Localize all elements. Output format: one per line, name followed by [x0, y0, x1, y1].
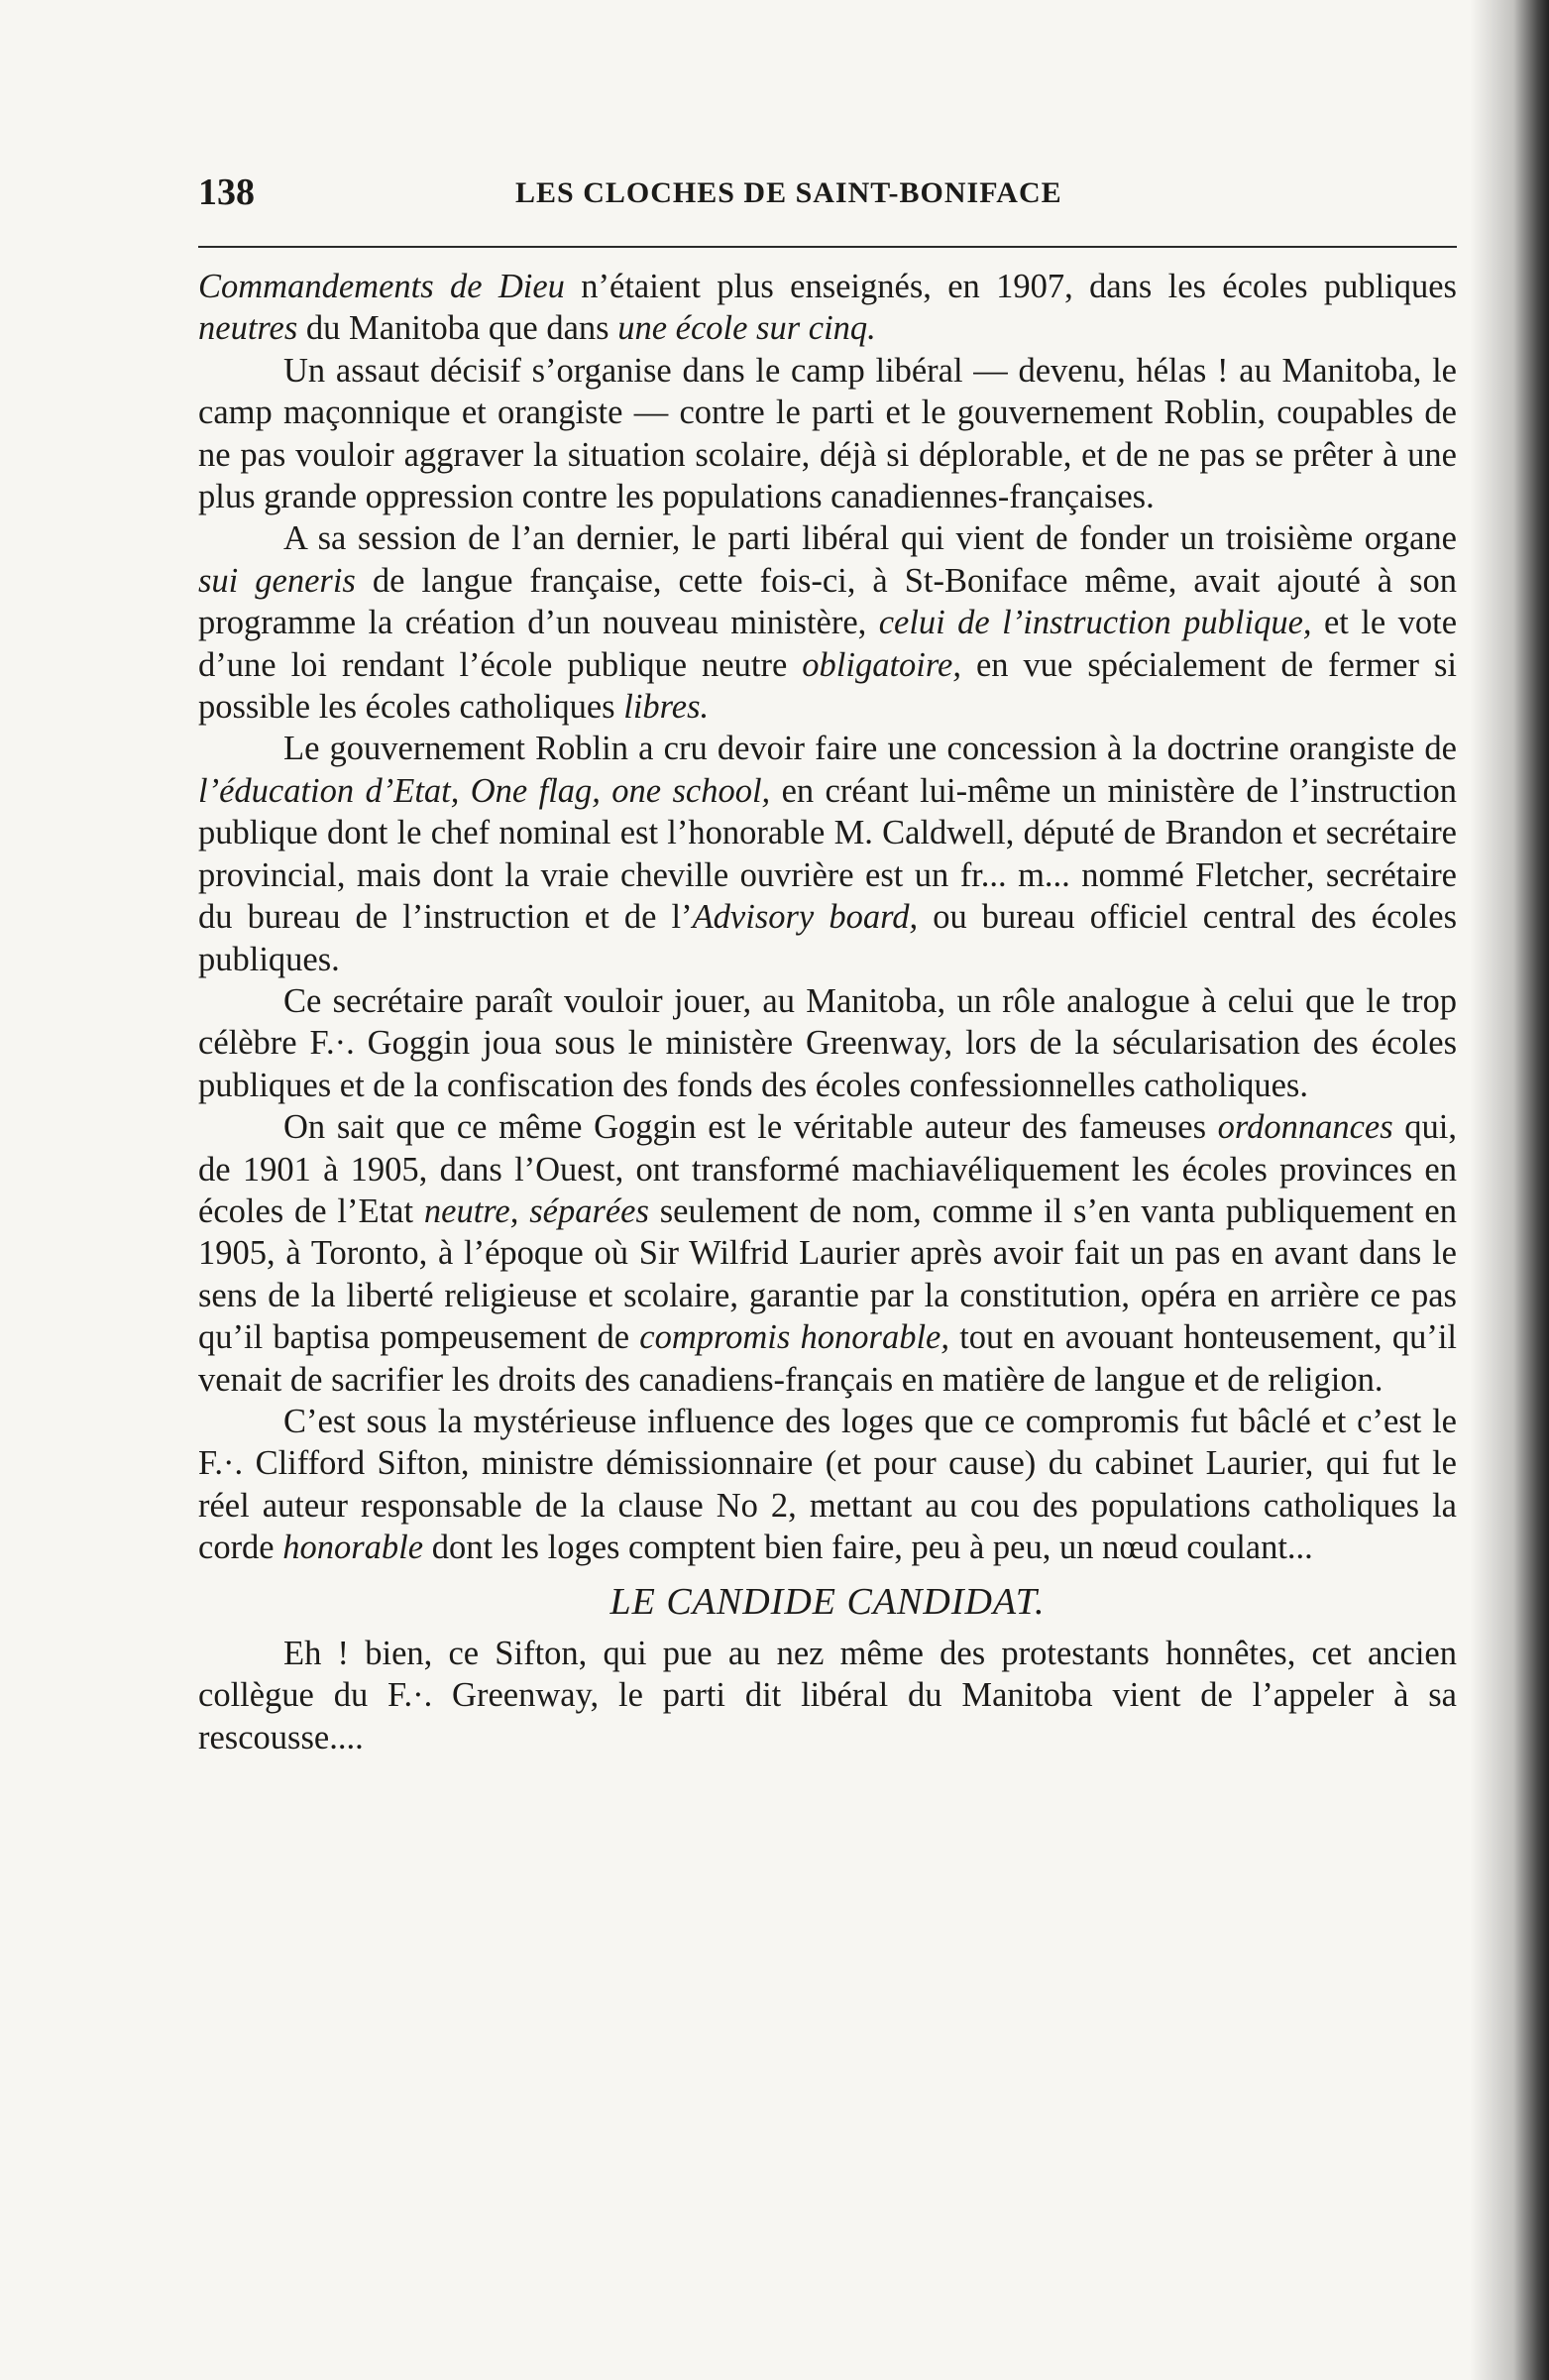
- paragraph: [198, 517, 1457, 728]
- text-run: du Manitoba que dans: [297, 309, 618, 348]
- text-run: Le gouvernement Roblin a cru devoir faire une concession à la doctrine orangiste de: [283, 730, 1457, 768]
- text-run: A sa session de l’an dernier, le parti libéral qui vient de fonder un troisième organe: [283, 519, 1457, 558]
- header-rule: [198, 246, 1457, 248]
- page-header: [198, 170, 1457, 220]
- paragraph-list: [198, 266, 1457, 1569]
- paragraph: [198, 266, 1457, 350]
- italic-text: ordonnances: [1217, 1108, 1393, 1147]
- paragraph: [198, 1106, 1457, 1401]
- italic-text: honorable: [282, 1529, 424, 1567]
- text-run: Ce secrétaire paraît vouloir jouer, au Manitoba, un rôle analogue à celui que le trop célèbre F.·. Goggin joua sous le ministère Greenway, lors de la sécularisation des écoles publiques et de la confiscation des fonds des écoles confessionnelles catholiques.: [198, 981, 1457, 1104]
- italic-text: l’éducation d’Etat, One flag, one school,: [198, 771, 771, 810]
- text-run: seulement de nom, comme il s’en vanta publiquement en 1905, à Toronto, à l’époque où Sir Wilfrid Laurier après avoir fait un pas en avant dans le sens de la liberté religieuse et scolaire, garantie par la constitution, opéra en arrière ce pas qu’il baptisa pompeusement de: [198, 1191, 1457, 1357]
- page-number: 138: [198, 171, 255, 213]
- page-edge-shadow: [1470, 0, 1549, 2380]
- text-run: n’étaient plus enseignés, en 1907, dans les écoles publiques: [564, 268, 1457, 305]
- italic-text: neutres: [198, 309, 298, 348]
- italic-text: celui de l’instruction publique,: [878, 604, 1312, 642]
- text-run: On sait que ce même Goggin est le véritable auteur des fameuses: [283, 1108, 1218, 1147]
- paragraph: [198, 728, 1457, 979]
- text-run: en vue spécialement de fermer si possible les écoles catholiques: [198, 645, 1457, 727]
- body-text: [198, 266, 1457, 1758]
- text-run: C’est sous la mystérieuse influence des loges que ce compromis fut bâclé et c’est le F.·. Clifford Sifton, ministre démissionnaire (et pour cause) du cabinet Laurier, qui fut le réel auteur responsable de la clause No 2, mettant au cou des populations catholiques la corde: [198, 1402, 1457, 1567]
- text-run: tout en avouant honteusement, qu’il venait de sacrifier les droits des canadiens-français en matière de langue et de religion.: [198, 1318, 1457, 1399]
- italic-text: neutre, séparées: [423, 1191, 649, 1230]
- section-heading: LE CANDIDE CANDIDAT.: [609, 1580, 1046, 1623]
- text-run: ou bureau officiel central des écoles publiques.: [198, 898, 1457, 978]
- closing-paragraph: Eh ! bien, ce Sifton, qui pue au nez même des protestants honnêtes, cet ancien collègue du F.·. Greenway, le parti dit libéral du Manitoba vient de l’appeler à sa rescousse....: [198, 1635, 1457, 1757]
- italic-text: Commandements de Dieu: [198, 268, 565, 305]
- text-run: de langue française, cette fois-ci, à St-Boniface même, avait ajouté à son programme la création d’un nouveau ministère,: [198, 561, 1458, 642]
- running-title: LES CLOCHES DE SAINT-BONIFACE: [515, 176, 1062, 209]
- text-run: et le vote d’une loi rendant l’école publique neutre: [198, 604, 1458, 684]
- text-run: Un assaut décisif s’organise dans le camp libéral — devenu, hélas ! au Manitoba, le camp maçonnique et orangiste — contre le parti et le gouvernement Roblin, coupables de ne pas vouloir aggraver la situation scolaire, déjà si déplorable, et de ne pas se prêter à une plus grande oppression contre les populations canadiennes-françaises.: [198, 351, 1457, 516]
- paragraph: [198, 350, 1457, 518]
- paragraph: [198, 980, 1457, 1106]
- italic-text: une école sur cinq.: [617, 309, 876, 348]
- italic-text: compromis honorable,: [639, 1318, 949, 1357]
- italic-text: sui generis: [198, 561, 356, 600]
- italic-text: obligatoire,: [802, 645, 961, 684]
- paragraph: [198, 1401, 1457, 1569]
- italic-text: libres.: [623, 688, 710, 727]
- text-run: dont les loges comptent bien faire, peu à peu, un nœud coulant...: [423, 1529, 1313, 1567]
- text-run: qui, de 1901 à 1905, dans l’Ouest, ont transformé machiavéliquement les écoles provinces en écoles de l’Etat: [198, 1108, 1457, 1230]
- text-run: en créant lui-même un ministère de l’instruction publique dont le chef nominal est l’honorable M. Caldwell, député de Brandon et secrétaire provincial, mais dont la vraie cheville ouvrière est un fr... m... nommé Fletcher, secrétaire du bureau de l’instruction et de l’: [198, 771, 1457, 937]
- italic-text: Advisory board,: [692, 898, 919, 937]
